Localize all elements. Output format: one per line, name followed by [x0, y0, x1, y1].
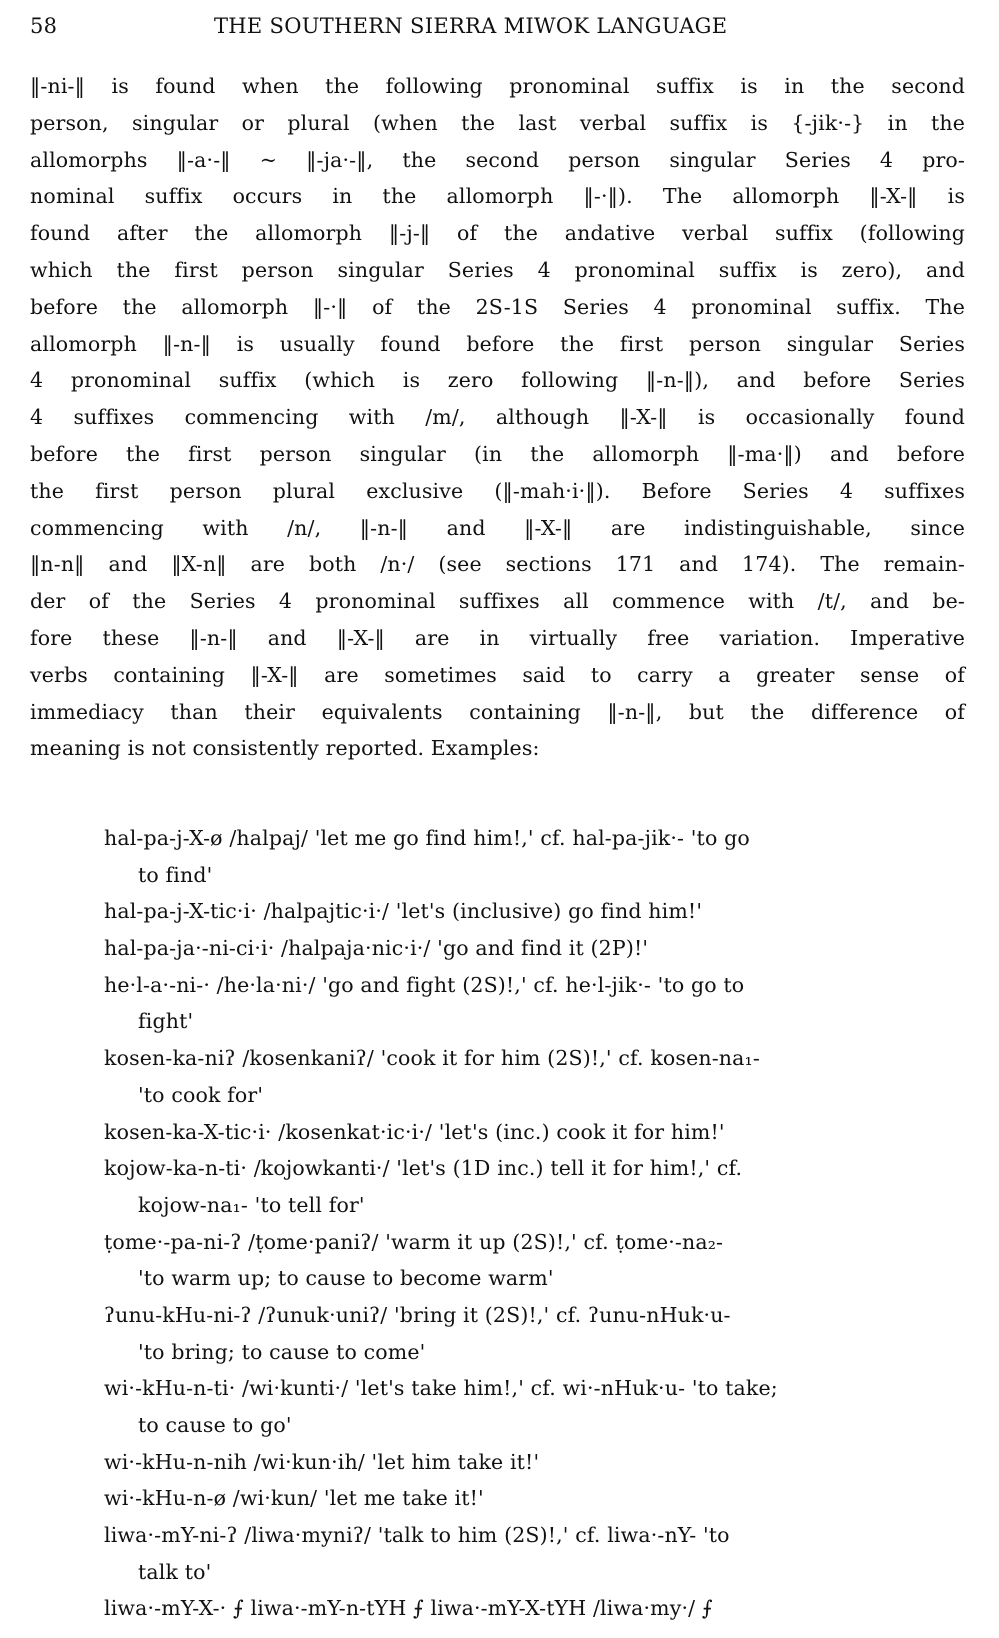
paragraph-line: fore these ‖-n-‖ and ‖-X-‖ are in virtually free variation. Imperative: [30, 625, 965, 650]
example-entry: [104, 1150, 964, 1223]
paragraph-line: ‖n-n‖ and ‖X-n‖ are both /n·/ (see sections 171 and 174). The remain-: [30, 552, 965, 577]
example-entry: [104, 893, 964, 930]
paragraph-line: der of the Series 4 pronominal suffixes all commence with /t/, and be-: [30, 589, 965, 614]
paragraph-line: which the first person singular Series 4 pronominal suffix is zero), and: [30, 257, 965, 282]
example-entry: [104, 1224, 964, 1297]
example-entry: [104, 1040, 964, 1113]
example-continuation: kojow-na₁- 'to tell for': [138, 1192, 365, 1217]
example-line: he·l-a·-ni-· /he·la·ni·/ 'go and fight (2S)!,' cf. he·l-jik·- 'to go to: [104, 972, 745, 997]
paragraph-line: meaning is not consistently reported. Examples:: [30, 736, 540, 761]
paragraph-line: commencing with /n/, ‖-n-‖ and ‖-X-‖ are indistinguishable, since: [30, 515, 965, 540]
example-entry: [104, 1480, 964, 1517]
paragraph-line: allomorphs ‖-a·-‖ ~ ‖-ja·-‖, the second person singular Series 4 pro-: [30, 147, 965, 172]
paragraph-line: verbs containing ‖-X-‖ are sometimes said to carry a greater sense of: [30, 662, 965, 687]
example-line: liwa·-mY-X-· ⨍ liwa·-mY-n-tYH ⨍ liwa·-mY-X-tYH /liwa·my·/ ⨍: [104, 1596, 713, 1621]
example-line: liwa·-mY-ni-ʔ /liwa·myniʔ/ 'talk to him (2S)!,' cf. liwa·-nY- 'to: [104, 1523, 730, 1548]
example-entry: [104, 820, 964, 893]
example-line: ṭome·-pa-ni-ʔ /ṭome·paniʔ/ 'warm it up (2S)!,' cf. ṭome·-na₂-: [104, 1229, 724, 1254]
example-line: hal-pa-ja·-ni-ci·i· /halpaja·nic·i·/ 'go and find it (2P)!': [104, 936, 649, 961]
page-number: 58: [30, 14, 58, 38]
example-line: wi·-kHu-n-nih /wi·kun·ih/ 'let him take it!': [104, 1449, 540, 1474]
example-line: hal-pa-j-X-tic·i· /halpajtic·i·/ 'let's (inclusive) go find him!': [104, 899, 703, 924]
paragraph-line: allomorph ‖-n-‖ is usually found before the first person singular Series: [30, 331, 965, 356]
paragraph-line: 4 suffixes commencing with /m/, although ‖-X-‖ is occasionally found: [30, 405, 965, 430]
example-line: hal-pa-j-X-ø /halpaj/ 'let me go find him!,' cf. hal-pa-jik·- 'to go: [104, 826, 750, 850]
paragraph-line: ‖-ni-‖ is found when the following pronominal suffix is in the second: [30, 74, 965, 98]
example-line: wi·-kHu-n-ø /wi·kun/ 'let me take it!': [104, 1486, 484, 1511]
example-line: kojow-ka-n-ti· /kojowkanti·/ 'let's (1D inc.) tell it for him!,' cf.: [104, 1156, 743, 1181]
example-line: kosen-ka-X-tic·i· /kosenkat·ic·i·/ 'let's (inc.) cook it for him!': [104, 1119, 725, 1144]
example-entry: [104, 1590, 964, 1627]
example-entry: [104, 1114, 964, 1151]
running-title: THE SOUTHERN SIERRA MIWOK LANGUAGE: [214, 14, 728, 38]
example-entry: [104, 930, 964, 967]
example-continuation: talk to': [138, 1559, 212, 1584]
paragraph-line: immediacy than their equivalents containing ‖-n-‖, but the difference of: [30, 699, 965, 724]
example-line: kosen-ka-niʔ /kosenkaniʔ/ 'cook it for him (2S)!,' cf. kosen-na₁-: [104, 1046, 760, 1071]
example-continuation: 'to cook for': [138, 1082, 264, 1107]
example-continuation: to find': [138, 862, 213, 887]
example-entry: [104, 1517, 964, 1590]
paragraph-line: nominal suffix occurs in the allomorph ‖-·‖). The allomorph ‖-X-‖ is: [30, 184, 965, 209]
example-continuation: 'to warm up; to cause to become warm': [138, 1266, 554, 1291]
example-continuation: fight': [138, 1009, 194, 1034]
paragraph-line: the first person plural exclusive (‖-mah·i·‖). Before Series 4 suffixes: [30, 478, 965, 503]
paragraph-line: 4 pronominal suffix (which is zero following ‖-n-‖), and before Series: [30, 368, 965, 393]
paragraph-line: person, singular or plural (when the last verbal suffix is {-jik·-} in the: [30, 110, 965, 135]
example-entry: [104, 1297, 964, 1370]
example-continuation: 'to bring; to cause to come': [138, 1339, 426, 1364]
paragraph-line: found after the allomorph ‖-j-‖ of the andative verbal suffix (following: [30, 221, 965, 246]
examples-list: [104, 820, 964, 1627]
page-header: [30, 14, 969, 48]
example-entry: [104, 1444, 964, 1481]
example-entry: [104, 1370, 964, 1443]
paragraph-line: before the allomorph ‖-·‖ of the 2S-1S Series 4 pronominal suffix. The: [30, 294, 965, 319]
example-line: ʔunu-kHu-ni-ʔ /ʔunuk·uniʔ/ 'bring it (2S)!,' cf. ʔunu-nHuk·u-: [104, 1302, 731, 1327]
example-line: wi·-kHu-n-ti· /wi·kunti·/ 'let's take him!,' cf. wi·-nHuk·u- 'to take;: [104, 1376, 778, 1401]
paragraph-line: before the first person singular (in the allomorph ‖-ma·‖) and before: [30, 441, 965, 466]
example-continuation: to cause to go': [138, 1413, 292, 1437]
example-entry: [104, 967, 964, 1040]
main-paragraph: [30, 68, 965, 767]
